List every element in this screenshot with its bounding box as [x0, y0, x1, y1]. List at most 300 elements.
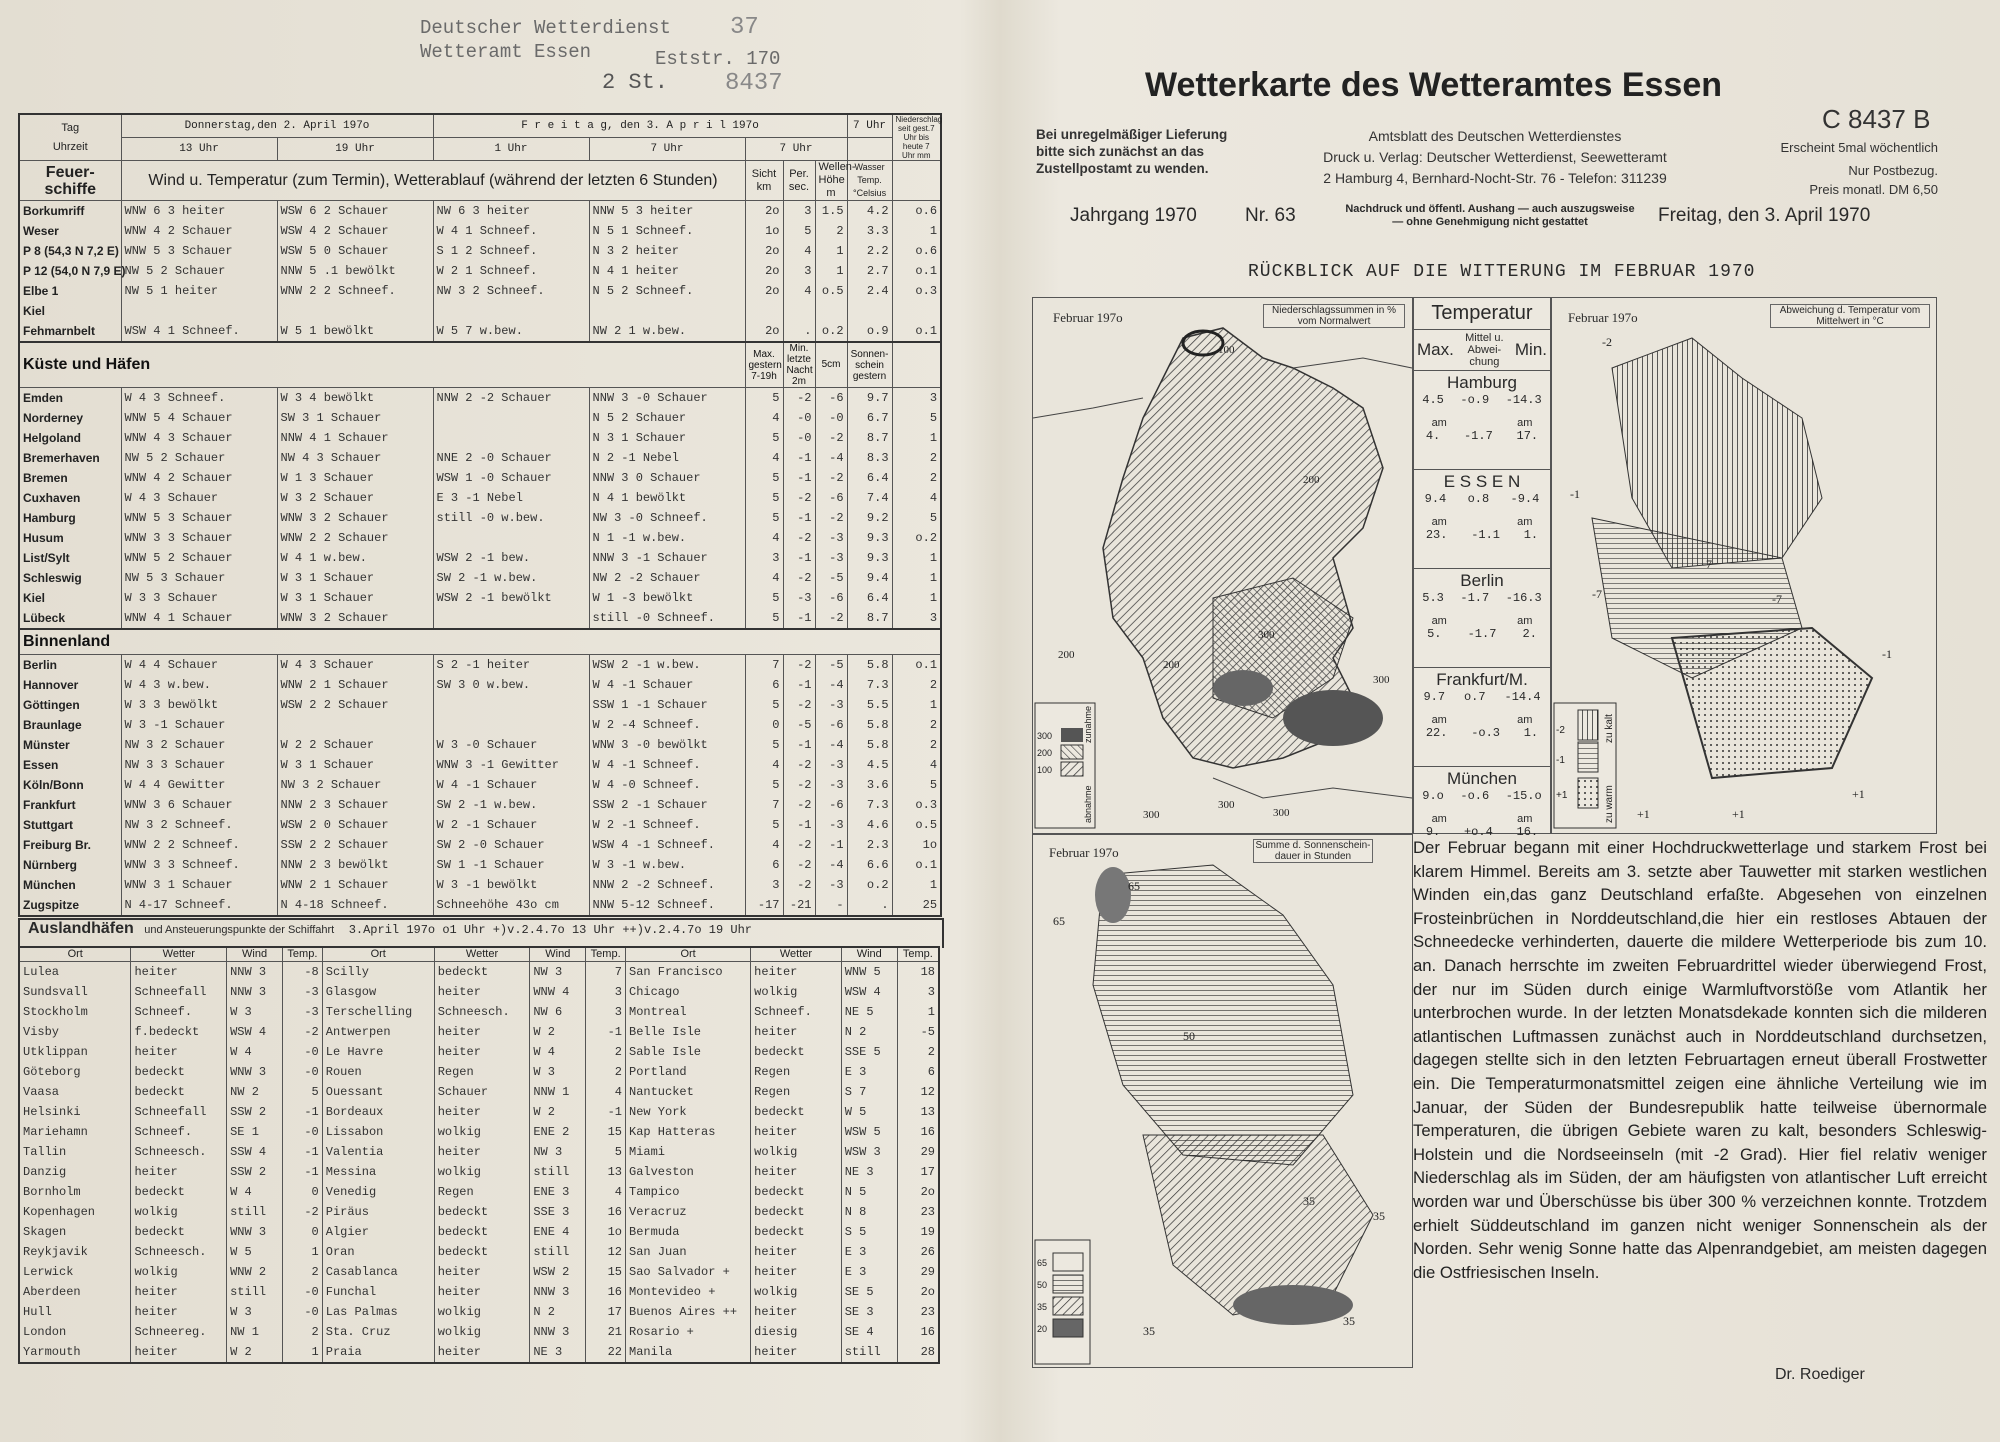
observation-cell — [433, 408, 589, 428]
port-weather: heiter — [131, 1282, 227, 1302]
city-mean-dev: -o.3 — [1471, 726, 1500, 740]
value-cell: 7 — [745, 655, 783, 676]
value-cell: 4.5 — [847, 755, 892, 775]
port-name: Glasgow — [322, 982, 434, 1002]
value-cell: -4 — [815, 855, 847, 875]
port-wind: WSW 2 — [530, 1262, 586, 1282]
port-name: Veracruz — [626, 1202, 751, 1222]
observation-cell: WNW 5 3 Schauer — [121, 508, 277, 528]
observation-cell: WNW 3 -1 Gewitter — [433, 755, 589, 775]
ausland-row — [19, 1262, 939, 1282]
observation-cell: W 5 1 bewölkt — [277, 321, 433, 342]
precipitation-map-svg — [1033, 298, 1412, 833]
header-row-day — [19, 114, 941, 138]
port-wind: W 4 — [227, 1182, 283, 1202]
city-max: 4.5 — [1422, 393, 1444, 407]
value-cell: 4.6 — [847, 815, 892, 835]
port-wind: WNW 3 — [227, 1062, 283, 1082]
value-cell: 3 — [892, 608, 941, 629]
station-name: Cuxhaven — [19, 488, 121, 508]
port-weather: Schneesch. — [434, 1002, 530, 1022]
city-max-date: 5. — [1427, 627, 1442, 641]
city-temperature-block — [1414, 470, 1550, 569]
port-name: Sta. Cruz — [322, 1322, 434, 1342]
city-min: -15.o — [1505, 789, 1542, 803]
value-cell: 1 — [892, 548, 941, 568]
city-mean-dev: -1.7 — [1467, 627, 1497, 641]
value-cell: 6.4 — [847, 588, 892, 608]
port-name: Rouen — [322, 1062, 434, 1082]
map2-label: Februar 197o — [1568, 310, 1638, 325]
station-name: Köln/Bonn — [19, 775, 121, 795]
city-mean-dev: -1.1 — [1471, 528, 1500, 542]
am-label: am — [1517, 714, 1533, 726]
station-name: Zugspitze — [19, 895, 121, 916]
value-cell: -2 — [783, 568, 815, 588]
value-cell: -2 — [783, 755, 815, 775]
observation-cell: NW 5 2 Schauer — [121, 448, 277, 468]
value-cell: 7.3 — [847, 795, 892, 815]
observation-cell: SW 2 -0 Schauer — [433, 835, 589, 855]
observation-cell: WNW 6 3 heiter — [121, 201, 277, 222]
map1-legend-3: zunahme — [1083, 705, 1093, 743]
port-temp: 16 — [586, 1202, 626, 1222]
observation-cell — [433, 528, 589, 548]
city-dates — [1414, 528, 1550, 542]
port-weather: Schauer — [434, 1082, 530, 1102]
city-max: 5.3 — [1422, 591, 1444, 605]
port-temp: 2 — [283, 1322, 323, 1342]
per-head: Per. sec. — [783, 161, 815, 201]
observation-cell: W 3 -1 Schauer — [121, 715, 277, 735]
stamp-handnum-2: 8437 — [725, 70, 783, 97]
publisher-line-2: Druck u. Verlag: Deutscher Wetterdienst, Seewetteramt — [1323, 149, 1667, 165]
port-temp: -0 — [283, 1062, 323, 1082]
warm-south-area — [1672, 628, 1872, 778]
port-name: Helsinki — [19, 1102, 131, 1122]
city-mean: o.7 — [1463, 690, 1486, 704]
port-weather: bedeckt — [131, 1062, 227, 1082]
value-cell: 4 — [892, 755, 941, 775]
port-temp: -1 — [283, 1102, 323, 1122]
observation-cell: NW 5 2 Schauer — [121, 261, 277, 281]
port-temp: 19 — [897, 1222, 939, 1242]
observation-cell: N 4-17 Schneef. — [121, 895, 277, 916]
feuerschiff-row — [19, 221, 941, 241]
value-cell: 5 — [745, 608, 783, 629]
map1-iso-1: 200 — [1303, 474, 1320, 486]
port-weather: heiter — [751, 1022, 842, 1042]
map1-legend-4: abnahme — [1083, 785, 1093, 823]
observation-cell: N 4 1 bewölkt — [589, 488, 745, 508]
observation-cell: W 3 2 Schauer — [277, 488, 433, 508]
port-temp: 3 — [897, 982, 939, 1002]
port-temp: 23 — [897, 1202, 939, 1222]
port-name: London — [19, 1322, 131, 1342]
port-weather: heiter — [131, 962, 227, 983]
time-7: 7 Uhr — [589, 138, 745, 161]
observation-cell: NNW 2 -2 Schneef. — [589, 875, 745, 895]
port-weather: wolkig — [434, 1122, 530, 1142]
day2-label: F r e i t a g, den 3. A p r i l 197o — [433, 114, 847, 138]
port-wind: WNW 5 — [841, 962, 897, 983]
col-temp-1: Temp. — [283, 947, 323, 962]
observation-cell: NW 5 3 Schauer — [121, 568, 277, 588]
value-cell: -6 — [815, 715, 847, 735]
price: Preis monatl. DM 6,50 — [1809, 182, 1938, 197]
port-wind: still — [227, 1202, 283, 1222]
city-mean: -o.6 — [1460, 789, 1490, 803]
observation-cell: WNW 3 3 Schauer — [121, 528, 277, 548]
port-name: Valentia — [322, 1142, 434, 1162]
port-temp: -1 — [283, 1162, 323, 1182]
legend2-swatch-cool — [1578, 742, 1598, 772]
col-temp-2: Temp. — [586, 947, 626, 962]
port-weather: wolkig — [434, 1302, 530, 1322]
port-wind: SSE 3 — [530, 1202, 586, 1222]
station-name: Stuttgart — [19, 815, 121, 835]
value-cell: 5 — [745, 508, 783, 528]
port-temp: 1o — [586, 1222, 626, 1242]
port-temp: -1 — [283, 1142, 323, 1162]
binnen-row — [19, 735, 941, 755]
precipitation-map — [1032, 297, 1413, 834]
am-label: am — [1431, 615, 1447, 627]
value-cell: -2 — [783, 388, 815, 409]
sonne-head: Sonnen-schein gestern — [847, 342, 892, 388]
day1-label: Donnerstag,den 2. April 197o — [121, 114, 433, 138]
observation-cell: NNW 4 1 Schauer — [277, 428, 433, 448]
station-name: Norderney — [19, 408, 121, 428]
col-wetter-2: Wetter — [434, 947, 530, 962]
map3-iso-5: 35 — [1343, 1314, 1355, 1328]
observation-cell: W 4 3 w.bew. — [121, 675, 277, 695]
observation-cell: NNW 3 0 Schauer — [589, 468, 745, 488]
observation-cell: WNW 3 2 Schauer — [277, 608, 433, 629]
port-name: Le Havre — [322, 1042, 434, 1062]
binnen-row — [19, 815, 941, 835]
feuerschiffe-heading: Feuer-schiffe — [19, 161, 121, 201]
port-wind: W 5 — [841, 1102, 897, 1122]
value-cell: 3 — [783, 201, 815, 222]
port-weather: wolkig — [434, 1162, 530, 1182]
port-name: Montreal — [626, 1002, 751, 1022]
observation-cell: WNW 2 2 Schauer — [277, 528, 433, 548]
binnen-row — [19, 855, 941, 875]
observation-cell: W 4 1 w.bew. — [277, 548, 433, 568]
port-wind: E 3 — [841, 1242, 897, 1262]
station-name: Emden — [19, 388, 121, 409]
ausland-row — [19, 1302, 939, 1322]
map2-iso-6: +1 — [1637, 807, 1650, 821]
observation-cell: WNW 3 1 Schauer — [121, 875, 277, 895]
ausland-row — [19, 1282, 939, 1302]
min5-head: 5cm — [815, 342, 847, 388]
sunshine-map-svg — [1033, 835, 1412, 1367]
port-wind: SE 5 — [841, 1282, 897, 1302]
header-row-time — [19, 138, 941, 161]
observation-cell: NNW 2 3 bewölkt — [277, 855, 433, 875]
city-min: -14.4 — [1504, 690, 1541, 704]
port-temp: 15 — [586, 1122, 626, 1142]
city-max-date: 23. — [1425, 528, 1448, 542]
port-name: Buenos Aires ++ — [626, 1302, 751, 1322]
value-cell: -2 — [783, 655, 815, 676]
value-cell: 4.2 — [847, 201, 892, 222]
port-name: Sundsvall — [19, 982, 131, 1002]
port-wind: W 3 — [530, 1062, 586, 1082]
ausland-row — [19, 1062, 939, 1082]
station-name: Essen — [19, 755, 121, 775]
port-temp: 18 — [897, 962, 939, 983]
port-weather: heiter — [751, 1342, 842, 1363]
temp-subheader — [1414, 330, 1550, 371]
port-weather: Schneefall — [131, 1102, 227, 1122]
port-weather: bedeckt — [434, 1242, 530, 1262]
observation-cell: W 4 4 Schauer — [121, 655, 277, 676]
value-cell: 9.3 — [847, 528, 892, 548]
legend3-swatch-50 — [1053, 1275, 1083, 1293]
city-min-date: 1. — [1523, 528, 1539, 542]
postbezug: Nur Postbezug. — [1848, 163, 1938, 178]
port-weather: Schneef. — [751, 1002, 842, 1022]
observation-cell: W 4 -1 Schauer — [589, 675, 745, 695]
observation-cell: WNW 4 2 Schauer — [121, 221, 277, 241]
city-values — [1414, 393, 1550, 407]
col-ort-1: Ort — [19, 947, 131, 962]
value-cell: -4 — [815, 735, 847, 755]
ausland-heading-row — [18, 918, 944, 948]
kueste-row — [19, 508, 941, 528]
city-name: E S S E N — [1443, 472, 1521, 491]
map2-iso-8: +1 — [1852, 787, 1865, 801]
observation-cell: WNW 2 1 Schauer — [277, 875, 433, 895]
port-temp: 13 — [897, 1102, 939, 1122]
value-cell: 8.3 — [847, 448, 892, 468]
ausland-row — [19, 982, 939, 1002]
map2-legend-0: -2 — [1556, 725, 1565, 736]
value-cell: 8.7 — [847, 428, 892, 448]
observation-cell: WSW 2 -1 w.bew. — [589, 655, 745, 676]
value-cell: o.1 — [892, 321, 941, 342]
temp-max-label: Max. — [1417, 340, 1454, 359]
value-cell: o.3 — [892, 795, 941, 815]
port-weather: Schneef. — [131, 1122, 227, 1142]
port-wind: W 4 — [227, 1042, 283, 1062]
observation-cell: WSW 4 -1 Schneef. — [589, 835, 745, 855]
ausland-time: 3.April 197o o1 Uhr +)v.2.4.7o 13 Uhr ++)v.2.4.7o 19 Uhr — [348, 923, 752, 937]
port-weather: bedeckt — [131, 1222, 227, 1242]
port-weather: heiter — [131, 1162, 227, 1182]
page-title: Wetterkarte des Wetteramtes Essen — [1145, 66, 1723, 104]
kueste-row — [19, 588, 941, 608]
stamp-handnum-1: 37 — [730, 14, 759, 41]
observation-cell: W 4 -1 Schauer — [433, 775, 589, 795]
kueste-row — [19, 428, 941, 448]
port-temp: 5 — [283, 1082, 323, 1102]
port-name: Tampico — [626, 1182, 751, 1202]
legend2-swatch-warm — [1578, 778, 1598, 808]
port-name: Venedig — [322, 1182, 434, 1202]
value-cell: 25 — [892, 895, 941, 916]
observation-cell: NNW 3 -0 Schauer — [589, 388, 745, 409]
binnen-row — [19, 675, 941, 695]
port-temp: 13 — [586, 1162, 626, 1182]
port-wind: still — [530, 1162, 586, 1182]
port-weather: heiter — [751, 962, 842, 983]
ausland-row — [19, 962, 939, 983]
ausland-row — [19, 1102, 939, 1122]
binnen-row — [19, 775, 941, 795]
port-temp: 21 — [586, 1322, 626, 1342]
observation-cell: W 2 -4 Schneef. — [589, 715, 745, 735]
port-weather: heiter — [751, 1122, 842, 1142]
city-am-labels — [1414, 417, 1550, 429]
kueste-row — [19, 548, 941, 568]
value-cell: 3.6 — [847, 775, 892, 795]
port-wind: N 2 — [841, 1022, 897, 1042]
rueckblick-heading: RÜCKBLICK AUF DIE WITTERUNG IM FEBRUAR 1970 — [1248, 262, 1756, 282]
value-cell: 2 — [892, 468, 941, 488]
value-cell: 5 — [745, 735, 783, 755]
observation-cell: SSW 2 2 Schauer — [277, 835, 433, 855]
value-cell: -3 — [783, 588, 815, 608]
niederschlag-head: Niederschlag seit gest.7 Uhr bis heute 7 Uhr mm — [892, 114, 941, 161]
value-cell: 2 — [892, 715, 941, 735]
am-label: am — [1431, 417, 1447, 429]
observation-cell: Schneehöhe 43o cm — [433, 895, 589, 916]
port-weather: bedeckt — [434, 1222, 530, 1242]
city-am-labels — [1414, 813, 1550, 825]
city-values — [1414, 789, 1550, 803]
feuerschiff-row — [19, 241, 941, 261]
port-name: Portland — [626, 1062, 751, 1082]
port-wind: WSW 4 — [227, 1022, 283, 1042]
observation-cell: WNW 5 3 Schauer — [121, 241, 277, 261]
observation-cell: W 3 3 bewölkt — [121, 695, 277, 715]
city-min: -14.3 — [1505, 393, 1542, 407]
port-temp: -2 — [283, 1022, 323, 1042]
port-name: Antwerpen — [322, 1022, 434, 1042]
port-temp: 5 — [586, 1142, 626, 1162]
value-cell: 2.4 — [847, 281, 892, 301]
value-cell: 1 — [892, 428, 941, 448]
value-cell: 6 — [745, 675, 783, 695]
value-cell: 0 — [745, 715, 783, 735]
observation-cell: NW 6 3 heiter — [433, 201, 589, 222]
observation-cell: W 2 2 Schauer — [277, 735, 433, 755]
port-weather: bedeckt — [751, 1182, 842, 1202]
port-weather: heiter — [751, 1262, 842, 1282]
col-wetter-1: Wetter — [131, 947, 227, 962]
port-weather: wolkig — [751, 982, 842, 1002]
city-name: Berlin — [1460, 571, 1504, 590]
legend-swatch-300 — [1061, 728, 1083, 742]
ausland-row — [19, 1022, 939, 1042]
legend-swatch-100 — [1061, 762, 1083, 776]
port-wind: still — [841, 1342, 897, 1363]
value-cell: 4 — [783, 281, 815, 301]
ausland-row — [19, 1142, 939, 1162]
observation-cell: WSW 4 1 Schneef. — [121, 321, 277, 342]
port-wind: W 3 — [227, 1302, 283, 1322]
port-name: Praia — [322, 1342, 434, 1363]
value-cell: -1 — [783, 815, 815, 835]
port-wind: NNW 3 — [227, 962, 283, 983]
value-cell: -1 — [815, 835, 847, 855]
port-name: Göteborg — [19, 1062, 131, 1082]
feuerschiff-row — [19, 281, 941, 301]
port-name: Galveston — [626, 1162, 751, 1182]
value-cell: 5.8 — [847, 715, 892, 735]
port-temp: 0 — [283, 1182, 323, 1202]
port-name: Tallin — [19, 1142, 131, 1162]
river-line — [1213, 778, 1412, 798]
city-min-date: 17. — [1516, 429, 1539, 443]
feuerschiff-row — [19, 201, 941, 222]
value-cell: -5 — [815, 568, 847, 588]
city-dates — [1414, 429, 1550, 443]
observation-cell: WSW 2 -1 bewölkt — [433, 588, 589, 608]
port-weather: Schneereg. — [131, 1322, 227, 1342]
map3-legend-1: 50 — [1037, 1280, 1048, 1290]
map1-note: Niederschlagssummen in % vom Normalwert — [1263, 304, 1405, 328]
col-ort-3: Ort — [626, 947, 751, 962]
col-wind-2: Wind — [530, 947, 586, 962]
port-weather: wolkig — [434, 1322, 530, 1342]
city-max-date: 9. — [1425, 825, 1441, 839]
publisher-block — [1270, 126, 1720, 189]
port-name: Lulea — [19, 962, 131, 983]
value-cell: -1 — [783, 508, 815, 528]
port-wind: WSW 3 — [841, 1142, 897, 1162]
city-values — [1414, 492, 1550, 506]
port-name: Algier — [322, 1222, 434, 1242]
time-13: 13 Uhr — [121, 138, 277, 161]
observation-cell: NW 5 1 heiter — [121, 281, 277, 301]
value-cell: 3 — [783, 261, 815, 281]
city-mean-dev: +o.4 — [1463, 825, 1493, 839]
observation-cell: NNE 2 -0 Schauer — [433, 448, 589, 468]
port-temp: -1 — [586, 1022, 626, 1042]
observation-cell: W 2 -1 Schauer — [433, 815, 589, 835]
value-cell: -5 — [815, 655, 847, 676]
port-weather: bedeckt — [751, 1202, 842, 1222]
city-mean: o.8 — [1467, 492, 1490, 506]
kueste-row — [19, 528, 941, 548]
port-wind: SSW 2 — [227, 1162, 283, 1182]
value-cell: 3.3 — [847, 221, 892, 241]
temperature-map-svg — [1552, 298, 1936, 833]
border-line-a — [1033, 398, 1143, 418]
observation-cell: WSW 2 2 Schauer — [277, 695, 433, 715]
port-temp: 2o — [897, 1282, 939, 1302]
city-max: 9.4 — [1424, 492, 1447, 506]
port-wind: WSW 5 — [841, 1122, 897, 1142]
sunshine-map — [1032, 834, 1413, 1368]
issue-number: Nr. 63 — [1245, 205, 1296, 226]
observation-cell: WNW 5 4 Schauer — [121, 408, 277, 428]
value-cell: 5 — [745, 488, 783, 508]
time-19: 19 Uhr — [277, 138, 433, 161]
map1-label: Februar 197o — [1053, 310, 1123, 325]
kueste-row — [19, 488, 941, 508]
value-cell: -2 — [783, 528, 815, 548]
map2-iso-0: -2 — [1602, 335, 1612, 349]
port-temp: 29 — [897, 1142, 939, 1162]
value-cell: o.5 — [815, 281, 847, 301]
ausland-row — [19, 1122, 939, 1142]
